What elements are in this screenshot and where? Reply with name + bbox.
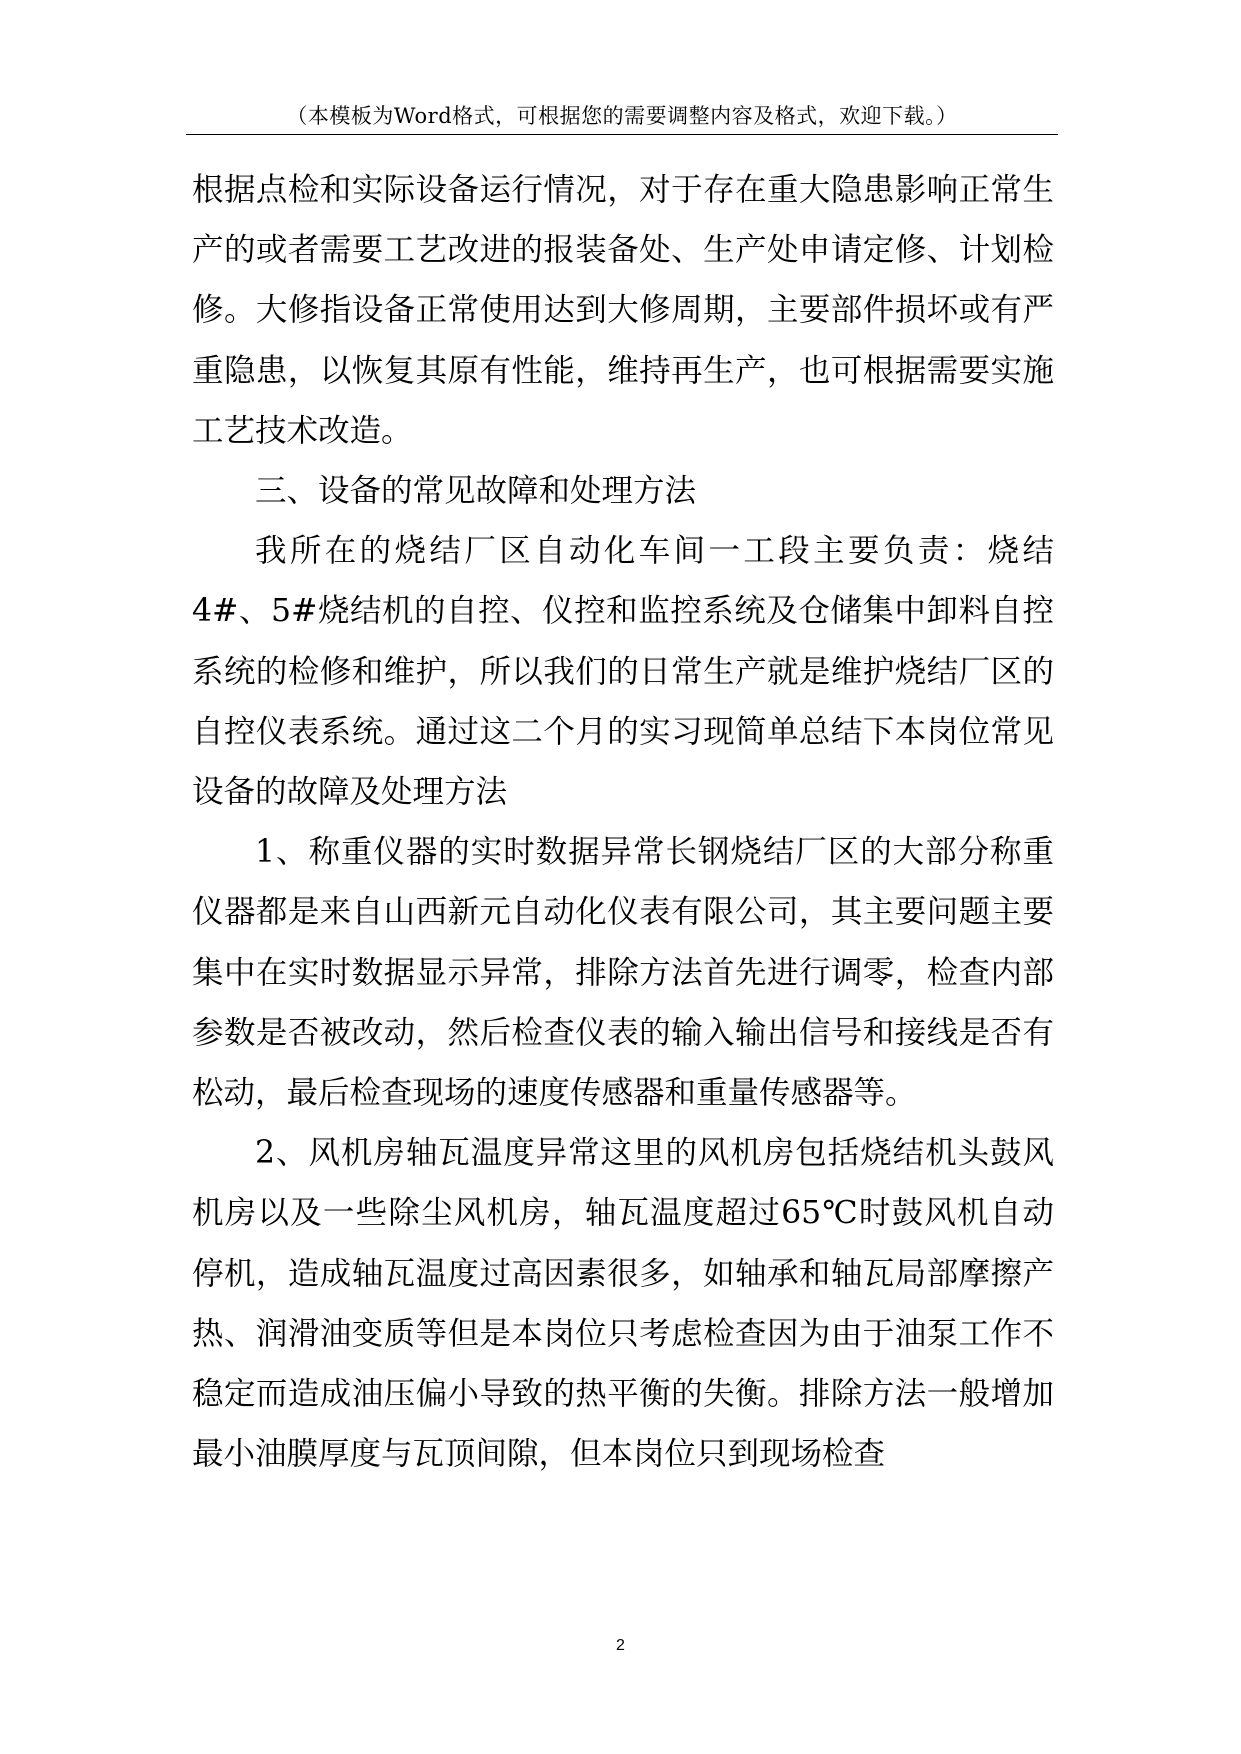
page-header-note: （本模板为Word格式，可根据您的需要调整内容及格式，欢迎下载。）	[286, 104, 958, 128]
paragraph-maintenance-continuation: 根据点检和实际设备运行情况，对于存在重大隐患影响正常生产的或者需要工艺改进的报装备处、生产处申请定修、计划检修。大修指设备正常使用达到大修周期，主要部件损坏或有严重隐患，以恢复其原有性能，维持再生产，也可根据需要实施工艺技术改造。	[192, 172, 1054, 449]
page-number: 2	[616, 1637, 625, 1654]
section-heading-common-faults: 三、设备的常见故障和处理方法	[255, 473, 697, 510]
paragraph-weighing-instrument-fault: 1、称重仪器的实时数据异常长钢烧结厂区的大部分称重仪器都是来自山西新元自动化仪表有限公司，其主要问题主要集中在实时数据显示异常，排除方法首先进行调零，检查内部参数是否被改动，然后检查仪表的输入输出信号和接线是否有松动，最后检查现场的速度传感器和重量传感器等。	[192, 834, 1054, 1112]
paragraph-fan-bearing-temperature-fault: 2、风机房轴瓦温度异常这里的风机房包括烧结机头鼓风机房以及一些除尘风机房，轴瓦温度超过65℃时鼓风机自动停机，造成轴瓦温度过高因素很多，如轴承和轴瓦局部摩擦产热、润滑油变质等但是本岗位只考虑检查因为由于油泵工作不稳定而造成油压偏小导致的热平衡的失衡。排除方法一般增加最小油膜厚度与瓦顶间隙，但本岗位只到现场检查	[192, 1135, 1054, 1473]
document-body	[192, 160, 1054, 1484]
header-divider	[186, 134, 1058, 135]
paragraph-workshop-duties: 我所在的烧结厂区自动化车间一工段主要负责：烧结4#、5#烧结机的自控、仪控和监控系统及仓储集中卸料自控系统的检修和维护，所以我们的日常生产就是维护烧结厂区的自控仪表系统。通过这二个月的实习现简单总结下本岗位常见设备的故障及处理方法	[192, 533, 1054, 811]
